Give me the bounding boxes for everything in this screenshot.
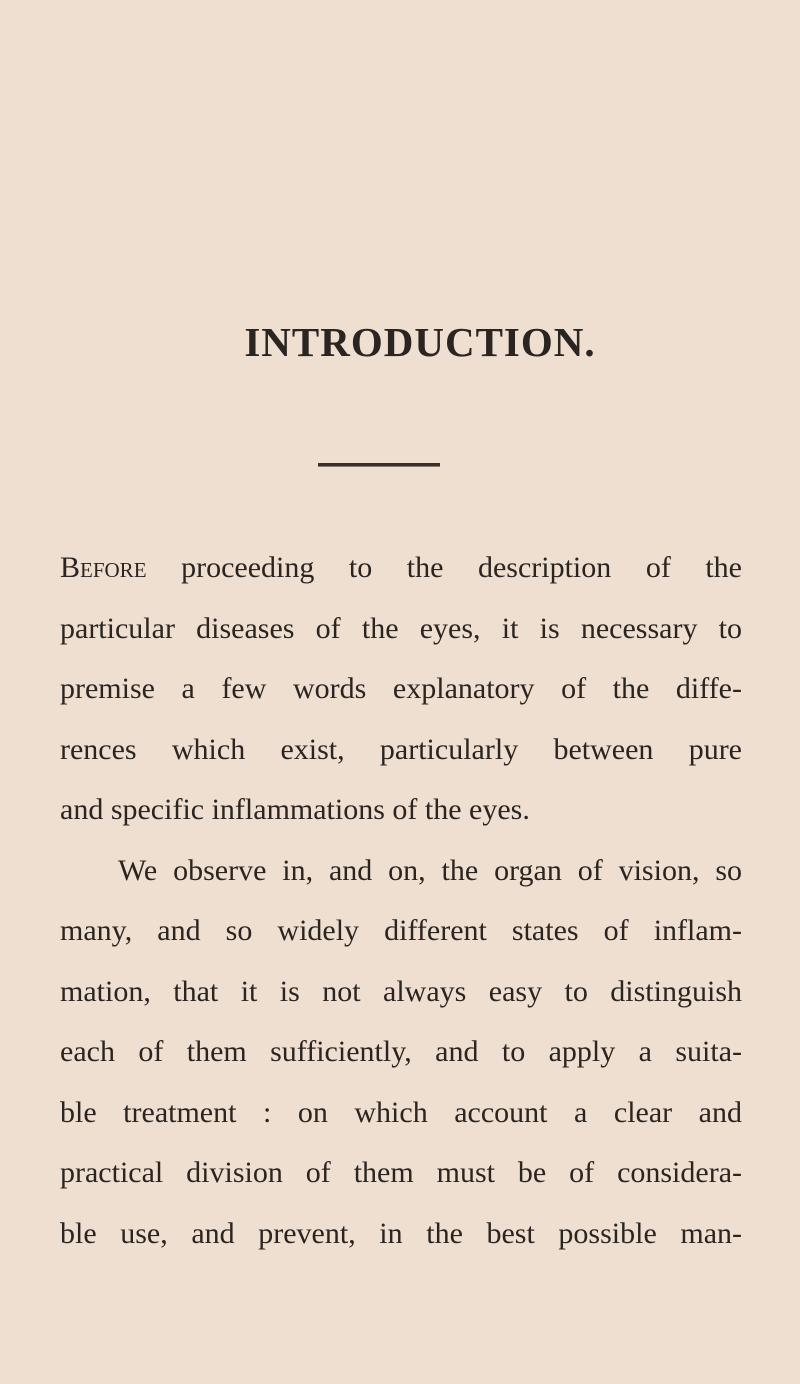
text-line: Before proceeding to the description of the [60,551,742,584]
body-text [60,546,742,1272]
text-line: each of them sufficiently, and to apply a suita- [60,1035,742,1068]
text-line: ble treatment : on which account a clear and [60,1095,742,1129]
text-line: and specific inflammations of the eyes. [60,793,530,826]
text-line: mation, that it is not always easy to distinguish [60,974,742,1008]
title-divider [318,463,440,467]
text-line: many, and so widely different states of inflam- [60,914,742,947]
drop-word: Before [60,551,147,584]
text-line: ble use, and prevent, in the best possible man- [60,1216,742,1250]
text-line: rences which exist, particularly between pure [60,732,742,766]
chapter-title: INTRODUCTION. [244,319,596,365]
text-line: practical division of them must be of considera- [60,1156,742,1189]
text-line: We observe in, and on, the organ of vision, so [118,853,742,887]
text-line: particular diseases of the eyes, it is necessary to [60,611,742,645]
text-line: premise a few words explanatory of the diffe- [60,672,742,705]
